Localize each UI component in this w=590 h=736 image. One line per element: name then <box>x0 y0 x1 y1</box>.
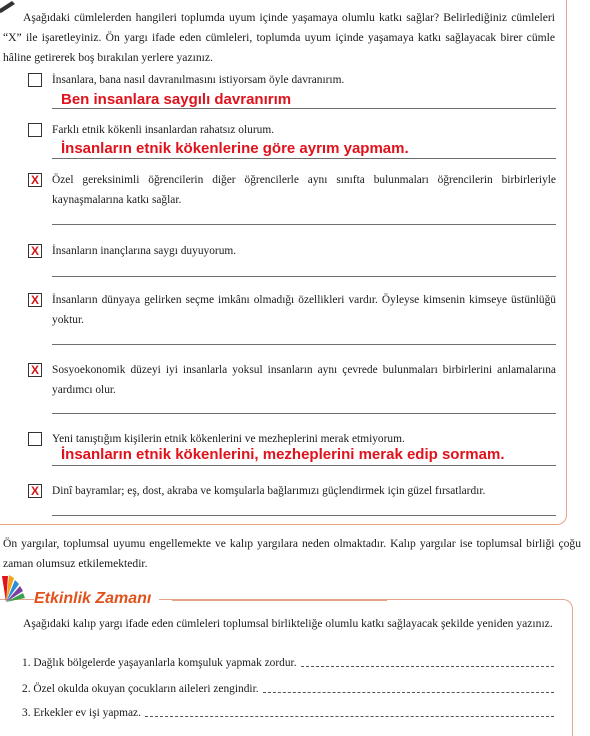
activity-fan-icon <box>0 572 32 606</box>
checkbox[interactable] <box>28 432 42 446</box>
statement-text: İnsanlara, bana nasıl davranılmasını istiyorsam öyle davranırım. <box>52 74 345 86</box>
activity-title: Etkinlik Zamanı <box>34 590 159 608</box>
answer-line[interactable] <box>52 276 556 277</box>
answer-line[interactable] <box>263 680 554 693</box>
answer-line[interactable] <box>52 515 556 516</box>
divider <box>172 600 387 601</box>
activity-item <box>22 654 556 672</box>
answer-line[interactable] <box>52 108 556 109</box>
activity-item-text: 3. Erkekler ev işi yapmaz. <box>22 707 141 719</box>
answer-line[interactable] <box>145 704 554 717</box>
checkbox[interactable] <box>28 73 42 87</box>
activity-instructions: Aşağıdaki kalıp yargı ifade eden cümleleri toplumsal birlikteliğe olumlu katkı sağlayacak şekilde yeniden yazınız. <box>23 617 553 630</box>
checkbox[interactable] <box>28 123 42 137</box>
statement-text: Dinî bayramlar; eş, dost, akraba ve komşularla bağlarımızı güçlendirmek için güzel fırsatlardır. <box>52 485 486 497</box>
activity-item <box>22 704 556 722</box>
activity-item-text: 2. Özel okulda okuyan çocukların aileleri zengindir. <box>22 683 259 695</box>
answer-line[interactable] <box>52 224 556 225</box>
answer-text: İnsanların etnik kökenlerine göre ayrım yapmam. <box>61 140 409 157</box>
checkbox[interactable]: X <box>28 484 42 498</box>
statement-text: İnsanların inançlarına saygı duyuyorum. <box>52 245 237 257</box>
statement-text: İnsanların dünyaya gelirken seçme imkânı olmadığı özellikleri vardır. Öyleyse kimsenin kimseye üstünlüğü yoktur. <box>52 294 556 326</box>
answer-line[interactable] <box>52 465 556 466</box>
info-paragraph: Ön yargılar, toplumsal uyumu engellemekte ve kalıp yargılara neden olmaktadır. Kalıp yargılar ise toplumsal birliği çoğu zaman olumsuz etkilemektedir. <box>3 537 581 570</box>
answer-line[interactable] <box>301 654 554 667</box>
exercise-instructions: Aşağıdaki cümlelerden hangileri toplumda uyum içinde yaşamaya olumlu katkı sağlar? Belirlediğiniz cümleleri “X” ile işaretleyiniz. Ön yargı ifade eden cümleleri, toplumda uyum içinde yaşamaya katkı sağlayacak birer cümle hâline getirerek boş bırakılan yerlere yazınız. <box>3 11 555 64</box>
answer-text: Ben insanlara saygılı davranırım <box>61 91 292 108</box>
checkbox[interactable]: X <box>28 244 42 258</box>
statement-text: Özel gereksinimli öğrencilerin diğer öğrencilerle aynı sınıfta bulunmaları öğrencilerin birbirleriyle kaynaşmalarına katkı sağlar. <box>52 174 556 206</box>
statement-text: Yeni tanıştığım kişilerin etnik kökenlerini ve mezheplerini merak etmiyorum. <box>52 433 405 445</box>
checkbox[interactable]: X <box>28 293 42 307</box>
activity-item-text: 1. Dağlık bölgelerde yaşayanlarla komşuluk yapmak zordur. <box>22 657 297 669</box>
checkbox[interactable]: X <box>28 173 42 187</box>
answer-line[interactable] <box>52 158 556 159</box>
statement-text: Sosyoekonomik düzeyi iyi insanlarla yoksul insanların aynı çevrede bulunmaları birbirlerini anlamalarına yardımcı olur. <box>52 364 556 396</box>
checkbox[interactable]: X <box>28 363 42 377</box>
answer-text: İnsanların etnik kökenlerini, mezheplerini merak edip sormam. <box>61 446 505 463</box>
answer-line[interactable] <box>52 413 556 414</box>
activity-item <box>22 680 556 698</box>
statement-text: Farklı etnik kökenli insanlardan rahatsız olurum. <box>52 124 275 136</box>
answer-line[interactable] <box>52 344 556 345</box>
